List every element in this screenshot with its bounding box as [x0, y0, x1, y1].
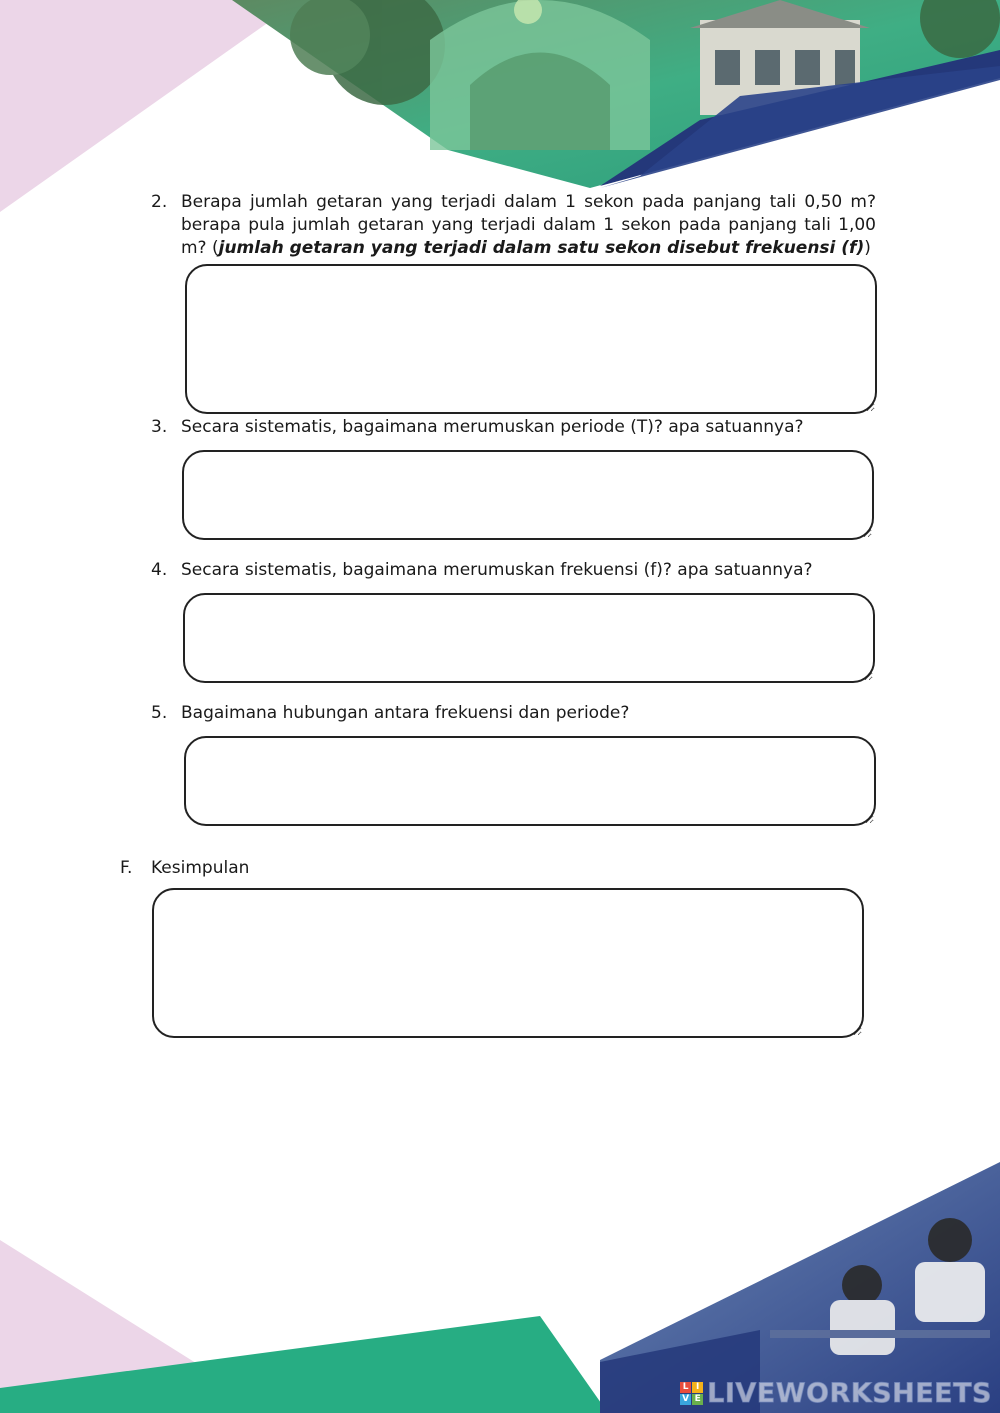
question-text: Bagaimana hubungan antara frekuensi dan periode?	[181, 703, 630, 723]
question-5	[151, 702, 876, 728]
liveworksheets-logo	[680, 1378, 992, 1409]
question-text-tail: )	[864, 238, 871, 258]
live-logo-icon: L I V E	[680, 1382, 703, 1405]
question-number: 5.	[151, 703, 168, 723]
school-gate-illustration	[430, 0, 650, 150]
question-text	[181, 191, 876, 260]
section-title: Kesimpulan	[151, 858, 250, 878]
question-text: Secara sistematis, bagaimana merumuskan periode (T)? apa satuannya?	[181, 417, 804, 437]
question-text: Secara sistematis, bagaimana merumuskan frekuensi (f)? apa satuannya?	[181, 560, 813, 580]
question-number: 2.	[151, 192, 168, 212]
question-number: 4.	[151, 560, 168, 580]
question-number: 3.	[151, 417, 168, 437]
answer-box-3[interactable]	[182, 450, 874, 540]
section-f-heading	[120, 857, 420, 883]
pink-triangle-top	[0, 0, 300, 212]
brand-text: LIVEWORKSHEETS	[707, 1378, 992, 1409]
conclusion-box[interactable]	[152, 888, 864, 1038]
section-letter: F.	[120, 858, 133, 878]
question-4	[151, 559, 876, 585]
question-text-main: Berapa jumlah getaran yang terjadi dalam 1 sekon pada panjang tali 0,50 m? berapa pula jumlah getaran yang terjadi dalam 1 sekon pada panjang tali 1,00 m? (	[181, 192, 876, 258]
question-3	[151, 416, 876, 442]
answer-box-4[interactable]	[183, 593, 875, 683]
question-2	[151, 191, 876, 261]
answer-box-5[interactable]	[184, 736, 876, 826]
answer-box-2[interactable]	[185, 264, 877, 414]
question-text-emphasis: jumlah getaran yang terjadi dalam satu sekon disebut frekuensi (f)	[218, 238, 865, 258]
